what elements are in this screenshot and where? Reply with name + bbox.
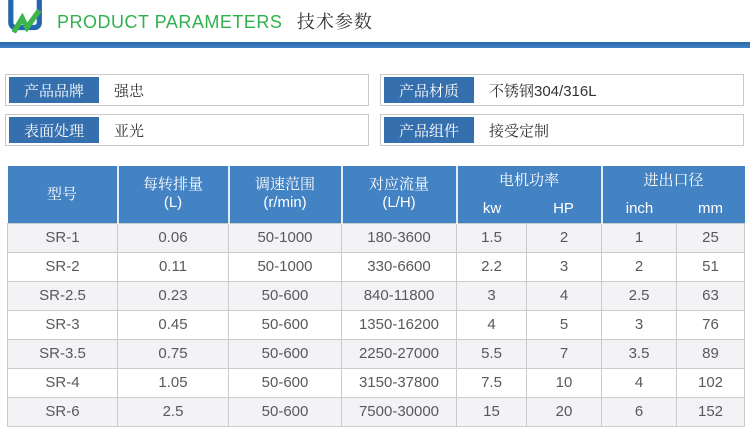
parameters-table-section (0, 146, 750, 427)
col-header-inch: inch (602, 195, 677, 223)
col-header-speed-line2: (r/min) (263, 194, 307, 212)
cell-mm: 76 (677, 310, 745, 339)
table-header (8, 166, 745, 223)
cell-displacement: 0.23 (118, 281, 229, 310)
cell-kw: 4 (457, 310, 527, 339)
cell-speed: 50-600 (229, 368, 342, 397)
cell-displacement: 2.5 (118, 397, 229, 426)
brand-logo-icon (7, 0, 45, 39)
col-header-hp: HP (527, 195, 602, 223)
cell-kw: 3 (457, 281, 527, 310)
info-field-components (380, 114, 744, 146)
col-header-kw: kw (457, 195, 527, 223)
cell-flow: 3150-37800 (342, 368, 457, 397)
info-field-label: 产品品牌 (9, 77, 99, 103)
cell-mm: 152 (677, 397, 745, 426)
cell-inch: 3 (602, 310, 677, 339)
cell-model: SR-3.5 (8, 339, 118, 368)
col-header-displacement (118, 166, 229, 223)
info-field-material (380, 74, 744, 106)
cell-displacement: 1.05 (118, 368, 229, 397)
cell-kw: 2.2 (457, 252, 527, 281)
cell-flow: 840-11800 (342, 281, 457, 310)
product-info-section (0, 48, 750, 146)
cell-model: SR-2.5 (8, 281, 118, 310)
col-header-mm: mm (677, 195, 745, 223)
col-header-displacement-line1: 每转排量 (142, 175, 203, 193)
cell-model: SR-1 (8, 223, 118, 252)
cell-speed: 50-600 (229, 397, 342, 426)
table-body (8, 223, 745, 426)
cell-hp: 10 (527, 368, 602, 397)
cell-hp: 5 (527, 310, 602, 339)
col-header-flow-line1: 对应流量 (368, 175, 429, 193)
col-header-flow-line2: (L/H) (382, 194, 416, 212)
table-row (8, 339, 745, 368)
cell-kw: 15 (457, 397, 527, 426)
cell-hp: 2 (527, 223, 602, 252)
cell-hp: 4 (527, 281, 602, 310)
col-header-speed-range (229, 166, 342, 223)
col-header-port-size: 进出口径 (602, 166, 745, 195)
cell-inch: 4 (602, 368, 677, 397)
cell-flow: 180-3600 (342, 223, 457, 252)
cell-displacement: 0.06 (118, 223, 229, 252)
info-field-label: 产品材质 (384, 77, 474, 103)
col-header-motor-power: 电机功率 (457, 166, 602, 195)
table-row (8, 281, 745, 310)
cell-flow: 7500-30000 (342, 397, 457, 426)
cell-flow: 1350-16200 (342, 310, 457, 339)
info-field-value: 不锈钢304/316L (489, 82, 597, 100)
cell-mm: 89 (677, 339, 745, 368)
cell-displacement: 0.75 (118, 339, 229, 368)
table-row (8, 252, 745, 281)
cell-inch: 1 (602, 223, 677, 252)
cell-mm: 51 (677, 252, 745, 281)
col-header-model: 型号 (8, 166, 118, 223)
info-field-brand (5, 74, 369, 106)
page-title (57, 8, 373, 34)
cell-inch: 2.5 (602, 281, 677, 310)
table-row (8, 368, 745, 397)
page-title-zh: 技术参数 (296, 12, 373, 32)
cell-hp: 20 (527, 397, 602, 426)
col-header-displacement-line2: (L) (163, 194, 183, 212)
info-field-value: 强忠 (114, 82, 145, 100)
col-header-speed-line1: 调速范围 (254, 175, 315, 193)
cell-speed: 50-600 (229, 339, 342, 368)
cell-kw: 1.5 (457, 223, 527, 252)
cell-kw: 5.5 (457, 339, 527, 368)
table-row (8, 310, 745, 339)
cell-hp: 3 (527, 252, 602, 281)
cell-speed: 50-1000 (229, 223, 342, 252)
cell-inch: 6 (602, 397, 677, 426)
cell-speed: 50-1000 (229, 252, 342, 281)
cell-model: SR-2 (8, 252, 118, 281)
table-row (8, 223, 745, 252)
cell-mm: 63 (677, 281, 745, 310)
cell-kw: 7.5 (457, 368, 527, 397)
cell-flow: 330-6600 (342, 252, 457, 281)
cell-model: SR-3 (8, 310, 118, 339)
cell-inch: 2 (602, 252, 677, 281)
info-field-surface (5, 114, 369, 146)
cell-flow: 2250-27000 (342, 339, 457, 368)
col-header-flow (342, 166, 457, 223)
info-field-value: 亚光 (114, 122, 145, 140)
cell-mm: 25 (677, 223, 745, 252)
cell-displacement: 0.45 (118, 310, 229, 339)
cell-speed: 50-600 (229, 281, 342, 310)
cell-model: SR-4 (8, 368, 118, 397)
info-field-label: 表面处理 (9, 117, 99, 143)
info-field-label: 产品组件 (384, 117, 474, 143)
cell-hp: 7 (527, 339, 602, 368)
parameters-table (7, 166, 745, 427)
page-title-en: PRODUCT PARAMETERS (57, 12, 283, 32)
cell-model: SR-6 (8, 397, 118, 426)
cell-speed: 50-600 (229, 310, 342, 339)
page-header (0, 0, 750, 42)
cell-inch: 3.5 (602, 339, 677, 368)
cell-displacement: 0.11 (118, 252, 229, 281)
info-field-value: 接受定制 (489, 122, 550, 140)
table-row (8, 397, 745, 426)
cell-mm: 102 (677, 368, 745, 397)
